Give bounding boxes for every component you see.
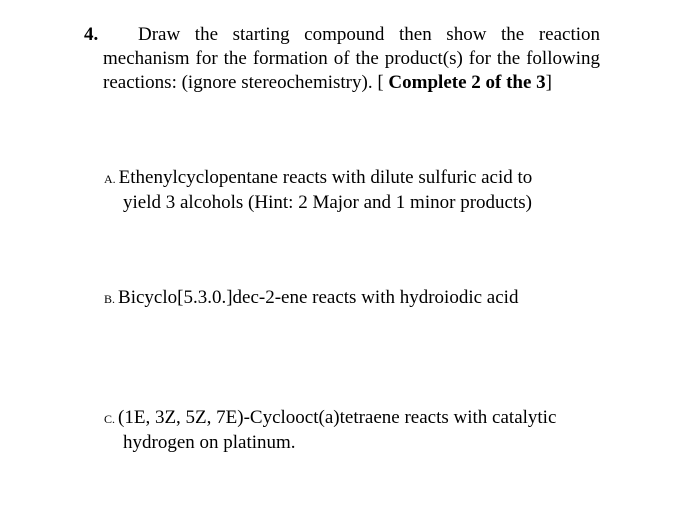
part-a [104, 166, 604, 215]
part-c [104, 406, 604, 455]
part-c-line1: (1E, 3Z, 5Z, 7E)-Cyclooct(a)tetraene reacts with catalytic [118, 407, 557, 428]
part-a-line1: Ethenylcyclopentane reacts with dilute sulfuric acid to [118, 167, 533, 188]
question-bold-note: Complete 2 of the 3 [388, 72, 546, 93]
question-4 [84, 23, 600, 95]
part-b-letter: B. [104, 292, 116, 306]
part-b-line1: Bicyclo[5.3.0.]dec-2-ene reacts with hydroiodic acid [118, 287, 519, 308]
question-text [103, 23, 600, 95]
part-a-line2: yield 3 alcohols (Hint: 2 Major and 1 minor products) [123, 192, 532, 213]
part-c-line2: hydrogen on platinum. [123, 432, 296, 453]
question-instructions: Draw the starting compound then show the reaction mechanism for the formation of the product(s) for the following reactions: (ignore stereochemistry). [ [103, 24, 600, 93]
part-c-letter: C. [104, 412, 116, 426]
question-closing-bracket: ] [545, 72, 552, 93]
part-b [104, 286, 604, 311]
question-number: 4. [84, 24, 99, 45]
part-a-letter: A. [104, 172, 116, 186]
